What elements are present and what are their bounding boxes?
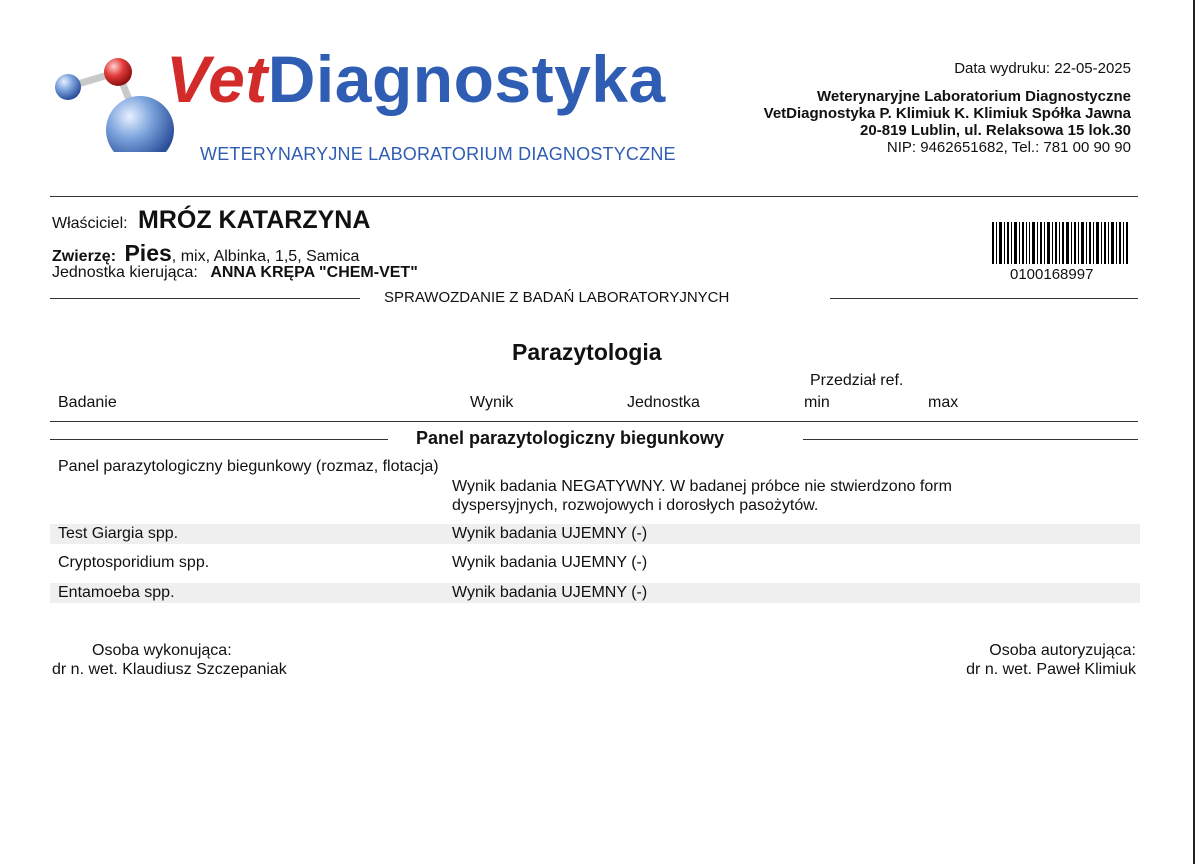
owner-name: MRÓZ KATARZYNA [138,206,371,234]
lab-name-line2: VetDiagnostyka P. Klimiuk K. Klimiuk Spółka Jawna [763,105,1131,122]
owner-label: Właściciel: [52,215,128,232]
animal-species: Pies [124,240,172,266]
performer-label: Osoba wykonująca: [92,642,232,659]
referring-unit-name: ANNA KRĘPA "CHEM-VET" [210,264,418,281]
authorizer-label: Osoba autoryzująca: [989,642,1136,659]
referring-unit-label: Jednostka kierująca: [52,264,198,281]
report-title: SPRAWOZDANIE Z BADAŃ LABORATORYJNYCH [384,289,730,306]
logo-word-diagnostyka: Diagnostyka [267,42,666,116]
logo-word-vet: Vet [166,42,268,116]
column-header-divider [50,421,1138,422]
animal-line [52,240,359,267]
vetdiagnostyka-logo [48,42,688,172]
report-title-rule-left [50,298,360,299]
table-row [50,583,1140,603]
lab-name-line1: Weterynaryjne Laboratorium Diagnostyczne [817,88,1131,105]
animal-details: , mix, Albinka, 1,5, Samica [171,248,360,265]
performer-name: dr n. wet. Klaudiusz Szczepaniak [52,661,287,678]
row-test-name: Panel parazytologiczny biegunkowy (rozmaz, flotacja) [58,458,439,475]
molecule-icon [48,52,178,152]
referring-unit-line [52,264,418,282]
column-header-ref: Przedział ref. [810,372,904,389]
authorizer-name: dr n. wet. Paweł Klimiuk [966,661,1136,678]
logo-wordmark [166,42,666,116]
column-header-min: min [804,394,830,411]
print-date: Data wydruku: 22-05-2025 [954,60,1131,77]
row-result: Wynik badania UJEMNY (-) [452,554,648,571]
table-row [50,524,1140,544]
lab-address: 20-819 Lublin, ul. Relaksowa 15 lok.30 [860,122,1131,139]
lab-nip-phone: NIP: 9462651682, Tel.: 781 00 90 90 [886,139,1131,156]
column-header-result: Wynik [470,394,514,411]
column-header-test: Badanie [58,394,117,411]
row-test-name: Cryptosporidium spp. [58,554,210,571]
logo-subtitle: WETERYNARYJNE LABORATORIUM DIAGNOSTYCZNE [200,144,676,164]
barcode-number: 0100168997 [1010,266,1094,283]
row-result-line1: Wynik badania NEGATYWNY. W badanej próbce nie stwierdzono form [452,478,952,495]
row-result: Wynik badania UJEMNY (-) [452,584,648,601]
report-title-rule-right [830,298,1138,299]
panel-title: Panel parazytologiczny biegunkowy [416,428,725,448]
panel-title-rule-right [803,439,1138,440]
animal-label: Zwierzę: [52,248,117,265]
header-divider [50,196,1138,197]
row-result: Wynik badania UJEMNY (-) [452,525,648,542]
barcode [992,222,1128,264]
panel-title-rule-left [50,439,388,440]
row-test-name: Entamoeba spp. [58,584,175,601]
section-title: Parazytologia [512,339,662,365]
owner-line [52,206,370,235]
row-test-name: Test Giargia spp. [58,525,179,542]
column-header-unit: Jednostka [627,394,700,411]
row-result-line2: dyspersyjnych, rozwojowych i dorosłych pasożytów. [452,497,819,514]
column-header-max: max [928,394,959,411]
